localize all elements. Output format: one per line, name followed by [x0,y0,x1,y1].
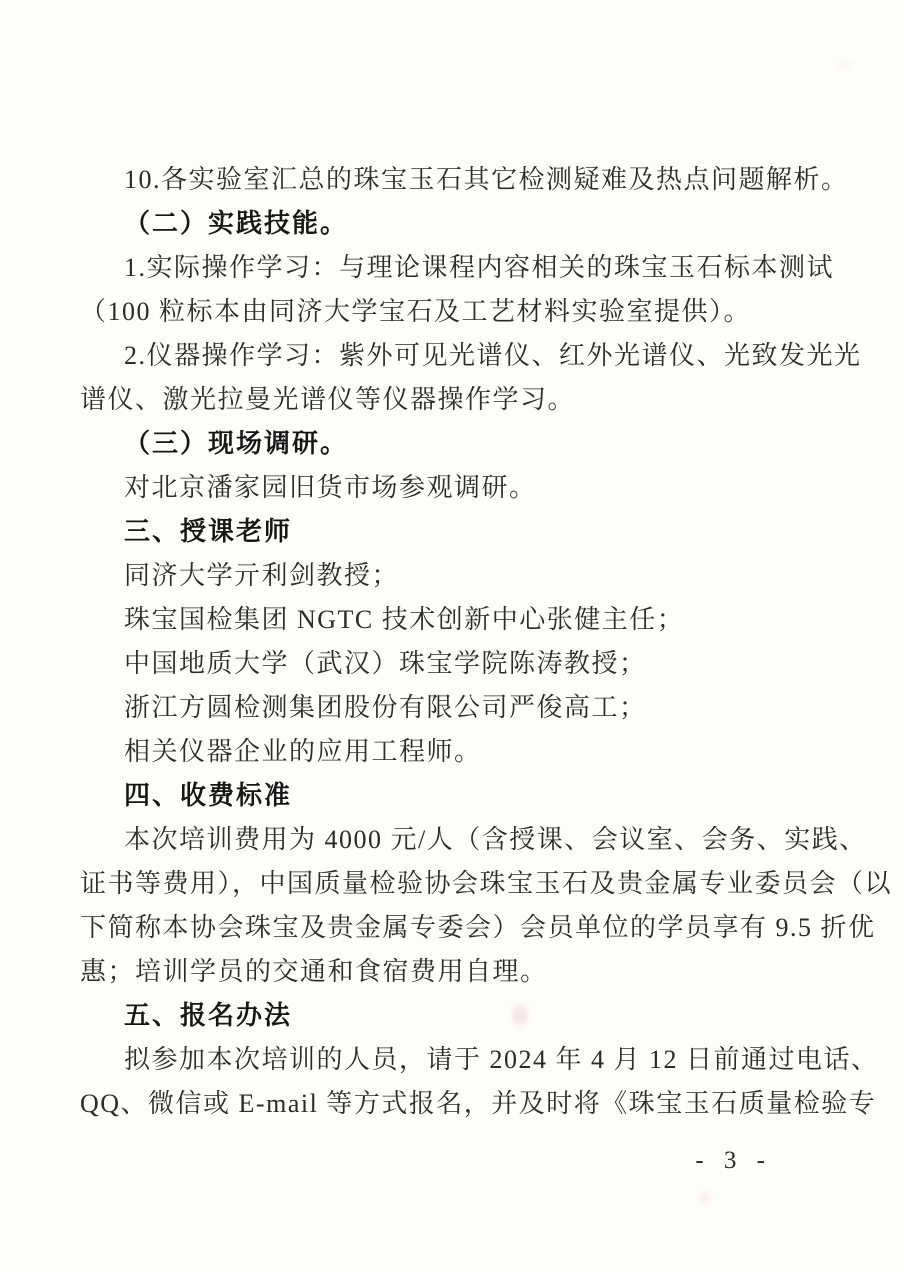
text-line: QQ、微信或 E-mail 等方式报名，并及时将《珠宝玉石质量检验专 [80,1089,877,1118]
document-body [80,158,893,1126]
section-heading: 四、收费标准 [124,781,293,810]
text-line: 惠；培训学员的交通和食宿费用自理。 [80,957,548,986]
text-line: 中国地质大学（武汉）珠宝学院陈涛教授； [124,649,647,678]
text-line: 2.仪器操作学习：紫外可见光谱仪、红外光谱仪、光致发光光 [124,341,862,370]
scan-artifact [838,60,852,70]
section-heading: 五、报名办法 [124,1001,293,1030]
page-number: - 3 - [695,1147,772,1174]
text-line: 下简称本协会珠宝及贵金属专委会）会员单位的学员享有 9.5 折优 [80,913,876,942]
text-line: 本次培训费用为 4000 元/人（含授课、会议室、会务、实践、 [124,825,867,854]
text-line: 同济大学亓利剑教授； [124,561,400,590]
text-line: 浙江方圆检测集团股份有限公司严俊高工； [124,693,647,722]
text-line: 10.各实验室汇总的珠宝玉石其它检测疑难及热点问题解析。 [124,165,849,194]
text-line: 证书等费用），中国质量检验协会珠宝玉石及贵金属专业委员会（以 [80,869,893,898]
text-line: 珠宝国检集团 NGTC 技术创新中心张健主任； [124,605,685,634]
section-heading: （三）现场调研。 [124,429,349,458]
text-line: 拟参加本次培训的人员，请于 2024 年 4 月 12 日前通过电话、 [124,1045,879,1074]
text-line: 对北京潘家园旧货市场参观调研。 [124,473,537,502]
text-line: 1.实际操作学习：与理论课程内容相关的珠宝玉石标本测试 [124,253,835,282]
scan-artifact [700,1192,710,1204]
text-line: （100 粒标本由同济大学宝石及工艺材料实验室提供）。 [80,297,752,326]
section-heading: （二）实践技能。 [124,209,349,238]
text-line: 谱仪、激光拉曼光谱仪等仪器操作学习。 [80,385,576,414]
text-line: 相关仪器企业的应用工程师。 [124,737,482,766]
section-heading: 三、授课老师 [124,517,293,546]
